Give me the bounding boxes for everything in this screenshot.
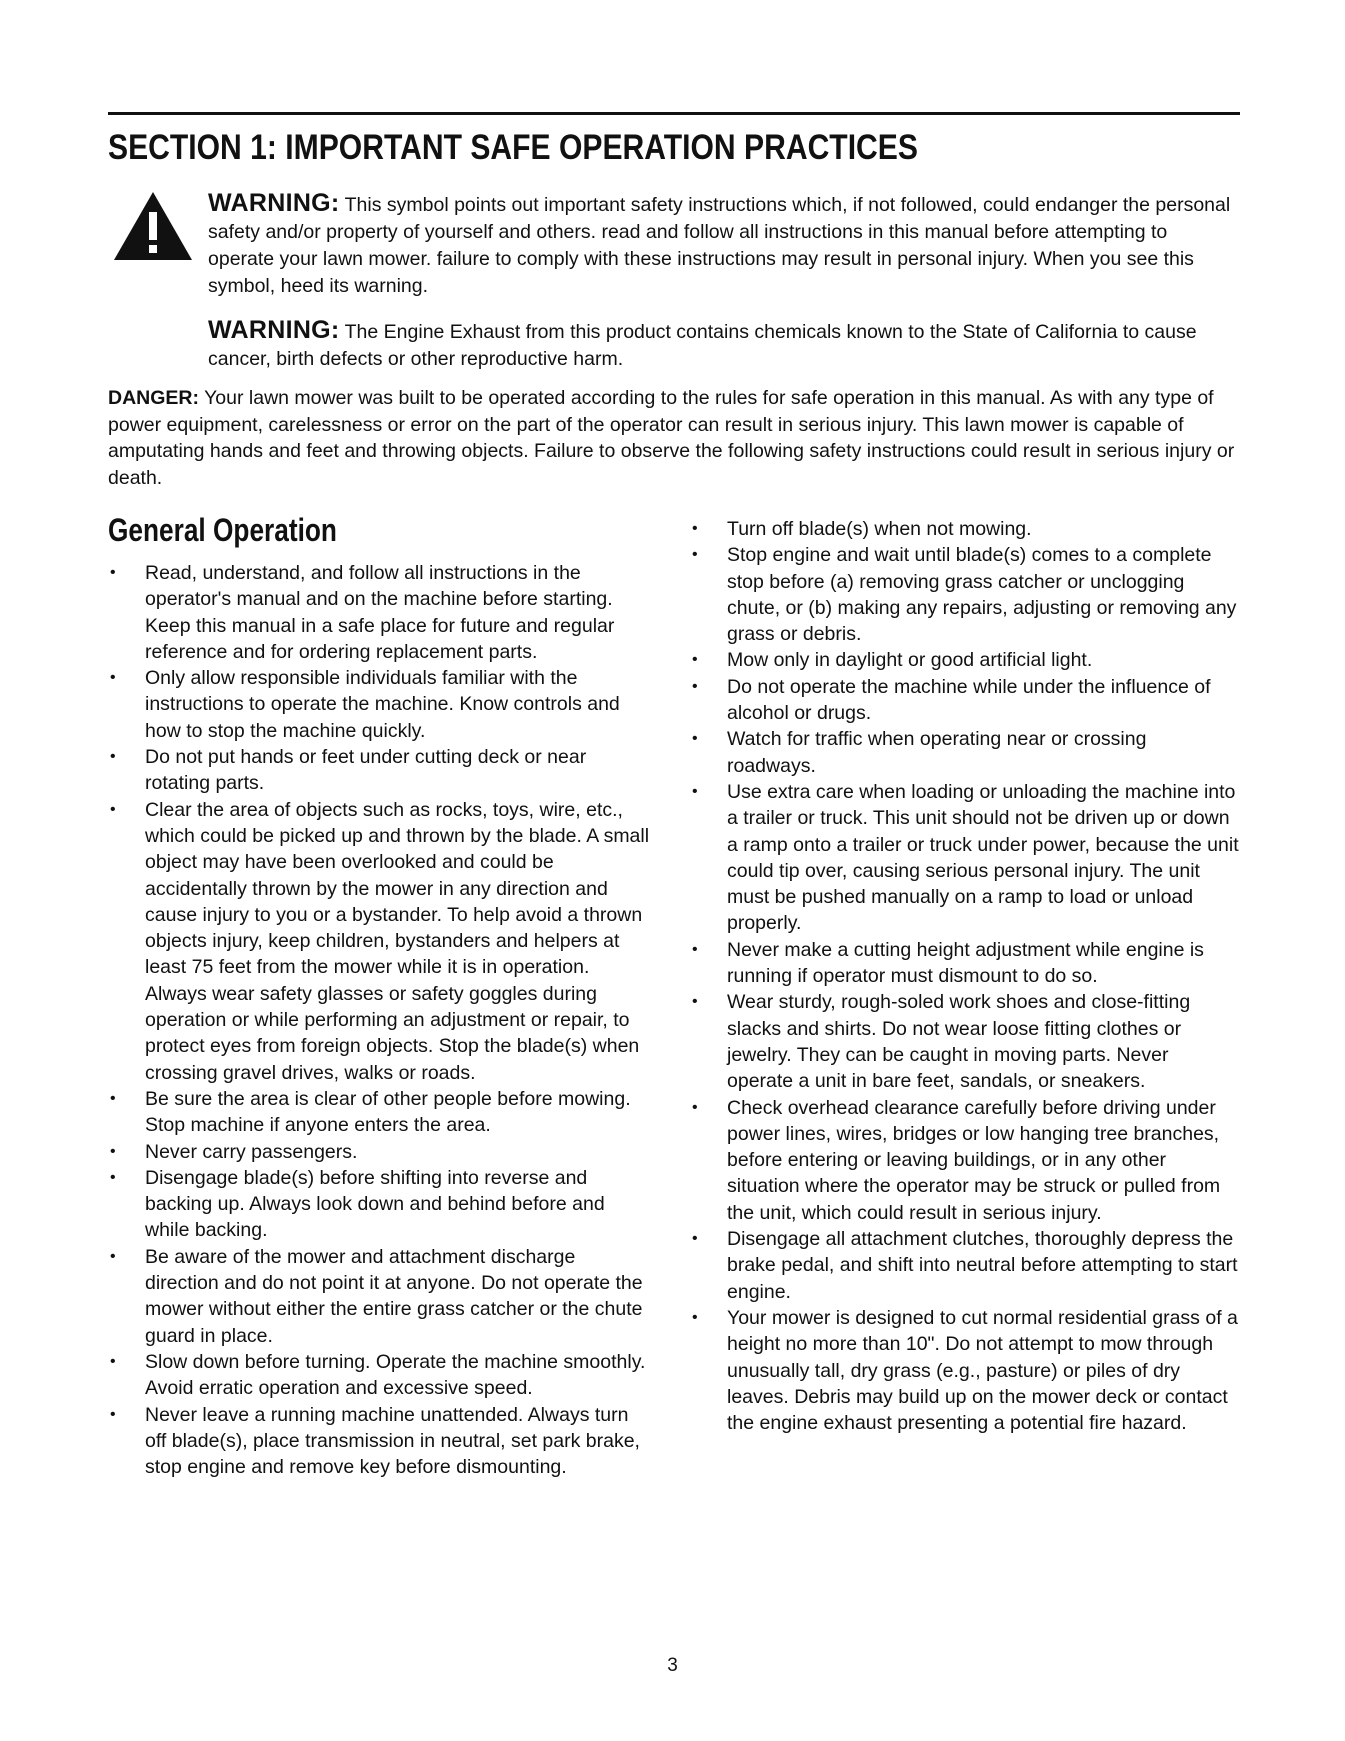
warning-text: This symbol points out important safety instructions which, if not followed, could endanger the personal safety and/or property of yourself and others. read and follow all instructions in this manual before attempting to operate your lawn mower. failure to comply with these instructions may result in personal injury. When you see this symbol, heed its warning. — [208, 194, 1231, 297]
bullet-item — [690, 516, 1240, 542]
right-bullet-list — [690, 516, 1240, 1436]
left-bullet-list — [108, 560, 653, 1480]
bullet-icon: • — [110, 1352, 116, 1370]
bullet-text: Never carry passengers. — [145, 1140, 358, 1163]
bullet-icon: • — [692, 730, 698, 748]
bullet-text: Do not put hands or feet under cutting deck or near rotating parts. — [145, 746, 587, 795]
right-column — [690, 516, 1240, 1436]
warning-label: WARNING: — [208, 189, 340, 217]
bullet-item — [690, 647, 1240, 673]
warning-label: WARNING: — [208, 316, 340, 344]
bullet-icon: • — [692, 1308, 698, 1326]
bullet-text: Check overhead clearance carefully before driving under power lines, wires, bridges or low hanging tree branches, before entering or leaving buildings, or in any other situation where the operator may be struck or pulled from the unit, which could result in serious injury. — [727, 1096, 1221, 1224]
bullet-text: Never leave a running machine unattended. Always turn off blade(s), place transmission in neutral, set park brake, stop engine and remove key before dismounting. — [145, 1403, 640, 1479]
bullet-icon: • — [110, 1142, 116, 1160]
bullet-icon: • — [110, 564, 116, 581]
section-title: SECTION 1: IMPORTANT SAFE OPERATION PRACTICES — [108, 128, 918, 167]
bullet-text: Never make a cutting height adjustment while engine is running if operator must dismount to do so. — [727, 938, 1204, 988]
bullet-text: Be sure the area is clear of other people before mowing. Stop machine if anyone enters the area. — [145, 1087, 631, 1137]
bullet-item — [690, 726, 1240, 779]
bullet-icon: • — [692, 993, 698, 1011]
bullet-item — [108, 1165, 653, 1244]
bullet-icon: • — [110, 800, 116, 818]
bullet-icon: • — [110, 748, 116, 766]
bullet-icon: • — [692, 940, 698, 958]
california-exhaust-warning — [208, 317, 1238, 373]
bullet-text: Wear sturdy, rough-soled work shoes and close-fitting slacks and shirts. Do not wear loose fitting clothes or jewelry. They can be caught in moving parts. Never operate a unit in bare feet, sandals, or sneakers. — [727, 991, 1191, 1093]
danger-label: DANGER: — [108, 387, 199, 409]
bullet-item — [108, 665, 653, 744]
top-rule — [108, 112, 1240, 115]
bullet-item — [690, 937, 1240, 990]
bullet-text: Slow down before turning. Operate the machine smoothly. Avoid erratic operation and excessive speed. — [145, 1350, 646, 1400]
warning-text: The Engine Exhaust from this product contains chemicals known to the State of California to cause cancer, birth defects or other reproductive harm. — [208, 321, 1197, 370]
bullet-icon: • — [110, 1247, 116, 1265]
bullet-icon: • — [692, 782, 698, 800]
bullet-text: Read, understand, and follow all instructions in the operator's manual and on the machine before starting. Keep this manual in a safe place for future and regular reference and for ordering replacement parts. — [145, 562, 615, 663]
bullet-text: Clear the area of objects such as rocks, toys, wire, etc., which could be picked up and thrown by the blade. A small object may have been overlooked and could be accidentally thrown by the mower in any direction and cause injury to you or a bystander. To help avoid a thrown objects injury, keep children, bystanders and helpers at least 75 feet from the mower while it is in operation. Always wear safety glasses or safety goggles during operation or while performing an adjustment or repair, to protect eyes from foreign objects. Stop the blade(s) when crossing gravel drives, walks or roads. — [145, 798, 650, 1084]
bullet-icon: • — [692, 520, 698, 537]
bullet-item — [108, 797, 653, 1086]
bullet-icon: • — [692, 1098, 698, 1116]
bullet-icon: • — [692, 651, 698, 669]
bullet-item — [108, 1349, 653, 1402]
bullet-item — [108, 1139, 653, 1165]
bullet-item — [690, 989, 1240, 1094]
bullet-item — [108, 744, 653, 797]
warning-triangle-icon — [112, 190, 194, 262]
bullet-text: Stop engine and wait until blade(s) comes to a complete stop before (a) removing grass catcher or unclogging chute, or (b) making any repairs, adjusting or removing any grass or debris. — [727, 544, 1237, 646]
safety-symbol-warning — [208, 190, 1238, 300]
bullet-text: Only allow responsible individuals familiar with the instructions to operate the machine. Know controls and how to stop the machine quickly. — [145, 667, 620, 742]
danger-text: Your lawn mower was built to be operated according to the rules for safe operation in this manual. As with any type of power equipment, carelessness or error on the part of the operator can result in serious injury. This lawn mower is capable of amputating hands and feet and throwing objects. Failure to observe the following safety instructions could result in serious injury or death. — [108, 387, 1235, 489]
general-operation-heading: General Operation — [108, 512, 337, 548]
bullet-icon: • — [110, 1168, 116, 1186]
bullet-icon: • — [110, 1405, 116, 1423]
danger-notice — [108, 385, 1240, 491]
bullet-item — [690, 779, 1240, 937]
bullet-icon: • — [692, 546, 698, 564]
bullet-icon: • — [692, 677, 698, 695]
bullet-item — [108, 560, 653, 665]
bullet-text: Use extra care when loading or unloading the machine into a trailer or truck. This unit should not be driven up or down a ramp onto a trailer or truck under power, because the unit could tip over, causing serious personal injury. The unit must be pushed manually on a ramp to load or unload properly. — [727, 780, 1239, 935]
bullet-item — [690, 1226, 1240, 1305]
page-number: 3 — [667, 1655, 678, 1676]
bullet-icon: • — [110, 669, 116, 687]
bullet-item — [690, 674, 1240, 727]
bullet-item — [108, 1244, 653, 1349]
bullet-item — [690, 542, 1240, 647]
bullet-text: Be aware of the mower and attachment discharge direction and do not point it at anyone. Do not operate the mower without either the entire grass catcher or the chute guard in place. — [145, 1245, 643, 1347]
bullet-text: Disengage all attachment clutches, thoroughly depress the brake pedal, and shift into neutral before attempting to start engine. — [727, 1228, 1238, 1303]
bullet-text: Mow only in daylight or good artificial light. — [727, 649, 1093, 672]
bullet-icon: • — [110, 1089, 116, 1107]
bullet-text: Turn off blade(s) when not mowing. — [727, 518, 1032, 540]
bullet-text: Do not operate the machine while under the influence of alcohol or drugs. — [727, 675, 1211, 725]
bullet-text: Disengage blade(s) before shifting into reverse and backing up. Always look down and behind before and while backing. — [145, 1166, 605, 1242]
bullet-item — [690, 1095, 1240, 1226]
bullet-item — [108, 1086, 653, 1139]
bullet-item — [690, 1305, 1240, 1436]
bullet-item — [108, 1402, 653, 1481]
bullet-text: Your mower is designed to cut normal residential grass of a height no more than 10". Do not attempt to mow through unusually tall, dry grass (e.g., pasture) or piles of dry leaves. Debris may build up on the mower deck or contact the engine exhaust presenting a potential fire hazard. — [727, 1306, 1238, 1435]
bullet-text: Watch for traffic when operating near or crossing roadways. — [727, 728, 1147, 777]
bullet-icon: • — [692, 1230, 698, 1248]
left-column — [108, 512, 653, 1480]
